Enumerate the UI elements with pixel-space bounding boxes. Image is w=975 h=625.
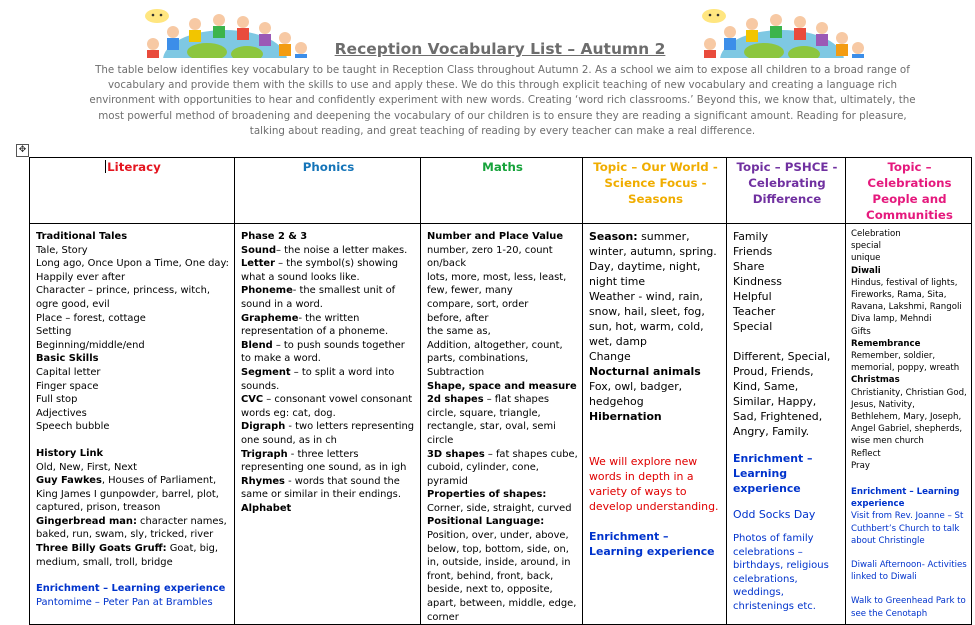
list-item: Happily ever after [36, 271, 126, 283]
cell-celebrations [846, 224, 972, 625]
list-item: Old, New, First, Next [36, 461, 137, 473]
list-item: Three Billy Goats Gruff: Goat, big, medium, small, troll, bridge [36, 543, 219, 568]
list-item: Gifts [851, 326, 871, 337]
vocabulary-table [29, 157, 972, 625]
list-item: Adjectives [36, 407, 87, 419]
list-item: Gingerbread man: character names, baked, run, swam, sly, tricked, river [36, 515, 227, 541]
list-item: Teacher [733, 305, 776, 318]
list-item: Long ago, Once Upon a Time, One day: [36, 258, 229, 270]
list-item: Fox, owl, badger, hedgehog [589, 380, 683, 408]
list-item: special [851, 241, 881, 252]
cell-maths [421, 224, 583, 625]
list-item: CVC – consonant vowel consonant words eg: cat, dog. [241, 394, 413, 419]
table-move-handle-icon[interactable]: ✥ [16, 144, 29, 157]
list-item: lots, more, most, less, least, few, fewer, many [427, 271, 567, 297]
list-item: Different, Special, Proud, Friends, Kind, Same, Similar, Happy, Sad, Frightened, Angry, Family. [733, 350, 831, 438]
list-item: Rhymes - words that sound the same or similar in their endings. [241, 475, 401, 501]
header-phonics: Phonics [235, 158, 421, 224]
list-item: Share [733, 260, 765, 273]
list-item: Trigraph - three letters representing one sound, as in igh [241, 448, 407, 474]
cell-literacy [30, 224, 235, 625]
heading-number-place-value: Number and Place Value [427, 231, 564, 242]
list-item: before, after [427, 312, 489, 324]
heading-christmas: Christmas [851, 375, 900, 386]
heading-phase: Phase 2 & 3 [241, 231, 308, 242]
enrichment-heading: Enrichment – Learning experience [36, 583, 226, 595]
intro-paragraph: The table below identifies key vocabulary to be taught in Reception Class throughout Autumn 2. As a school we aim to expose all children to a broad range of vocabulary and provide them with the skills to use and apply these. We do this through explicit teaching of new vocabulary and creating a language rich environment with opportunities to hear and confidently experiment with new words. Creating ‘word rich classrooms.’ Beyond this, we know that, ultimately, the most powerful method of broadening and deepening the vocabulary of our children is to ensure they are reading a significant amount. Reading for pleasure, talking about reading, and great teaching of reading by every teacher can make a real difference. [89, 64, 916, 137]
spacer [851, 547, 967, 559]
spacer [733, 439, 841, 451]
enrichment-heading: Enrichment – Learning experience [851, 487, 960, 510]
cell-our-world [583, 224, 727, 625]
list-item: Grapheme- the written representation of a phoneme. [241, 312, 389, 338]
text-cursor [105, 160, 106, 173]
list-item: Change [589, 350, 631, 363]
list-item: compare, sort, order [427, 298, 529, 310]
spacer [733, 522, 841, 532]
list-item: Place – forest, cottage [36, 312, 146, 324]
list-item: Remember, soldier, memorial, poppy, wreath [851, 351, 960, 374]
list-item: Speech bubble [36, 421, 110, 433]
spacer [589, 424, 722, 454]
enrichment-item: Odd Socks Day [733, 508, 816, 521]
list-item: Family [733, 230, 769, 243]
heading-hibernation: Hibernation [589, 410, 662, 423]
heading-shape-space-measure: Shape, space and measure [427, 380, 577, 392]
spacer [36, 434, 230, 447]
list-item: Day, daytime, night, night time [589, 260, 701, 288]
heading-history-link: History Link [36, 447, 104, 459]
list-item: Alphabet [241, 502, 292, 514]
spacer [851, 583, 967, 595]
enrichment-item: Pantomime – Peter Pan at Brambles [36, 596, 213, 608]
header-literacy: Literacy [30, 158, 235, 224]
list-item: Beginning/middle/end [36, 339, 145, 351]
list-item: number, zero 1-20, count on/back [427, 244, 553, 270]
table-header-row [30, 158, 972, 224]
list-item: Addition, altogether, count, parts, combinations, [427, 339, 563, 365]
list-item: Subtraction [427, 366, 485, 378]
list-item: Season: summer, winter, autumn, spring. [589, 230, 717, 258]
list-item: Weather - wind, rain, snow, hail, sleet, fog, sun, hot, warm, cold, wet, damp [589, 290, 705, 348]
heading-basic-skills: Basic Skills [36, 353, 99, 365]
list-item: 3D shapes – fat shapes cube, cuboid, cylinder, cone, pyramid [427, 448, 578, 487]
list-item: Letter – the symbol(s) showing what a sound looks like. [241, 258, 399, 283]
list-item: Setting [36, 326, 72, 338]
spacer [733, 496, 841, 507]
enrichment-item: Walk to Greenhead Park to see the Cenotaph [851, 596, 966, 619]
header-pshce: Topic – PSHCE - Celebrating Difference [727, 158, 846, 224]
list-item: Pray [851, 460, 870, 471]
list-item: Segment – to split a word into sounds. [241, 366, 395, 392]
enrichment-heading: Enrichment – Learning experience [589, 530, 715, 558]
header-celebrations: Topic – Celebrations People and Communities [846, 158, 972, 224]
list-item: Digraph - two letters representing one sound, as in ch [241, 421, 414, 446]
list-item: Friends [733, 245, 773, 258]
list-item: Reflect [851, 448, 881, 459]
spacer [733, 334, 841, 349]
list-item: Finger space [36, 380, 99, 392]
list-item: Phoneme- the smallest unit of sound in a word. [241, 285, 396, 310]
list-item: Capital letter [36, 366, 101, 378]
enrichment-item: Diwali Afternoon- Activities linked to Diwali [851, 560, 967, 583]
list-item: Guy Fawkes, Houses of Parliament, King James I gunpowder, barrel, plot, captured, prison, treason [36, 475, 219, 514]
list-item: Celebration [851, 229, 901, 239]
heading-nocturnal-animals: Nocturnal animals [589, 365, 701, 378]
cell-pshce [727, 224, 846, 625]
heading-properties: Properties of shapes: [427, 489, 547, 501]
enrichment-heading: Enrichment – Learning experience [733, 452, 813, 495]
list-item: Hindus, festival of lights, Fireworks, Rama, Sita, Ravana, Lakshmi, Rangoli Diva lamp, Mehndi [851, 277, 962, 325]
list-item: Christianity, Christian God, Jesus, Nativity, Bethlehem, Mary, Joseph, Angel Gabriel, shepherds, wise men church [851, 387, 967, 447]
list-item: Kindness [733, 275, 782, 288]
explore-note: We will explore new words in depth in a variety of ways to develop understanding. [589, 455, 719, 513]
list-item: Character – prince, princess, witch, ogre good, evil [36, 285, 211, 310]
list-item: 2d shapes – flat shapes circle, square, triangle, rectangle, star, oval, semi circle [427, 394, 556, 446]
header-maths: Maths [421, 158, 583, 224]
spacer [589, 514, 722, 529]
list-item: Blend – to push sounds together to make a word. [241, 339, 405, 365]
enrichment-item: Photos of family celebrations – birthdays, religious celebrations, weddings, christenings etc. [733, 533, 829, 612]
cell-phonics [235, 224, 421, 625]
table-content-row [30, 224, 972, 625]
enrichment-item: Visit from Rev. Joanne – St Cuthbert’s Church to talk about Christingle [851, 511, 964, 546]
spacer [36, 569, 230, 582]
list-item: Corner, side, straight, curved [427, 502, 572, 514]
list-item: Positional Language: Position, over, under, above, below, top, bottom, side, on, in, outside, inside, around, in front, behind, front, back, beside, next to, opposite, apart, between, middle, edge, corner [427, 516, 577, 623]
list-item: Full stop [36, 394, 78, 406]
list-item: Helpful [733, 290, 772, 303]
list-item: Tale, Story [36, 244, 88, 256]
spacer [851, 472, 967, 486]
list-item: Special [733, 320, 773, 333]
heading-diwali: Diwali [851, 265, 881, 276]
heading-traditional-tales: Traditional Tales [36, 231, 128, 242]
heading-remembrance: Remembrance [851, 338, 921, 349]
list-item: Sound– the noise a letter makes. [241, 244, 408, 256]
page-title: Reception Vocabulary List – Autumn 2 [334, 40, 666, 58]
list-item: the same as, [427, 326, 491, 338]
header-our-world: Topic – Our World - Science Focus - Seasons [583, 158, 727, 224]
list-item: unique [851, 253, 881, 264]
